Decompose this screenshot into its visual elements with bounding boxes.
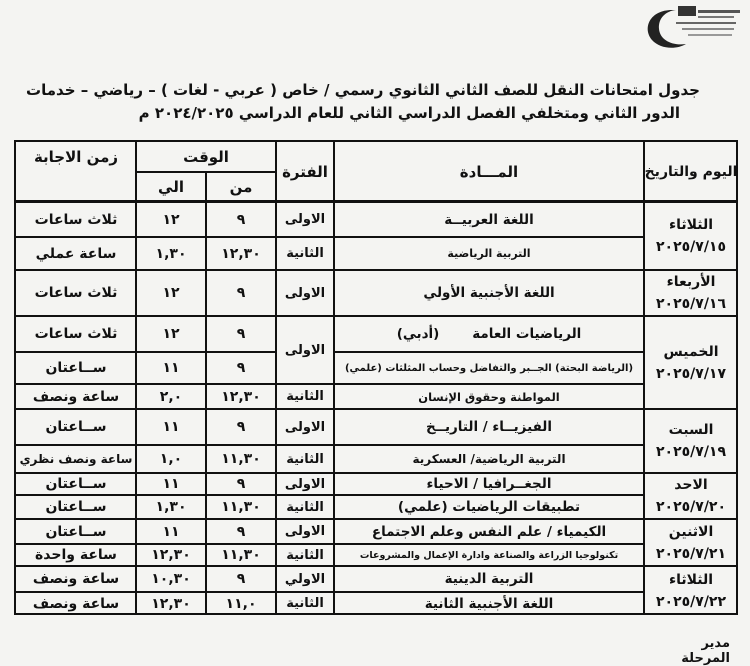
period-cell: الاولى [284,285,326,301]
day-date: ٢٠٢٥/٧/٢١ [655,545,727,562]
subject-cell: التربية الرياضية [447,247,531,260]
to-cell: ١٢ [162,285,180,301]
day-cell [644,202,738,270]
from-cell: ٩ [236,571,246,587]
period-cell: الاولى [284,524,326,539]
grid-line [334,351,644,353]
to-cell: ١٢ [162,326,180,342]
day-date: ٢٠٢٥/٧/٢٢ [655,593,727,610]
to-cell: ١٢,٣٠ [151,595,191,612]
period-cell: الاولي [284,571,326,587]
duration-cell: ساعة ونصف [32,388,120,405]
page-title: جدول امتحانات النقل للصف الثاني الثانوي رسمي / خاص ( عربي - لغات ) – رياضي – خدمات [26,81,700,99]
duration-cell: ساعة عملي [35,245,117,262]
from-cell: ٩ [236,326,246,342]
day-date: ٢٠٢٥/٧/٢٠ [655,499,727,515]
to-cell: ١,٣٠ [155,499,187,515]
day-cell [644,473,738,519]
exam-schedule-table [14,140,738,615]
day-name: الثلاثاء [668,571,714,588]
duration-cell: ســاعتان [45,476,107,492]
to-cell: ١١ [162,523,180,540]
period-cell: الثانية [286,499,324,515]
to-cell: ١١ [162,476,180,492]
grid-line [16,591,644,593]
subject-cell: اللغة الأجنبية الأولي [423,285,555,301]
to-cell: ١٢ [162,211,180,228]
from-cell: ١٢,٣٠ [221,245,261,262]
subject-cell: التربية الرياضية/ العسكرية [412,452,566,466]
period-cell: الثانية [286,389,324,404]
to-cell: ١١ [162,419,180,435]
subject-cell: الكيمياء / علم النفس وعلم الاجتماع [371,523,607,540]
duration-cell: ساعة ونصف نظري [19,452,133,466]
duration-cell: ساعة واحدة [35,547,117,563]
period-cell: الثانية [286,596,324,611]
duration-cell: ساعة ونصف [32,595,120,612]
header-to: الي [158,178,184,196]
from-cell: ٩ [236,419,246,435]
grid-line [16,444,644,446]
day-cell [644,519,738,566]
subject-cell: اللغة العربيــة [444,211,534,228]
header-duration: زمن الاجابة [33,148,119,166]
period-cell: الاولى [284,342,326,358]
grid-line [16,408,738,410]
day-date: ٢٠٢٥/٧/١٧ [655,365,727,382]
duration-cell: ثلاث ساعات [34,326,118,342]
grid-line [16,351,276,353]
duration-cell: ســاعتان [45,360,107,376]
from-cell: ١١,٣٠ [221,547,261,563]
subject-cell: (الرياضة البحتة) الجــبر والتفاضل وحساب المثلثات (علمي) [344,362,634,374]
footer-signature: مدير المرحلة [681,636,730,666]
to-cell: ١,٣٠ [155,245,187,262]
day-date: ٢٠٢٥/٧/١٥ [655,239,727,255]
from-cell: ١١,٣٠ [221,499,261,515]
period-cell: الاولى [284,476,326,492]
to-cell: ٢,٠ [159,388,183,405]
subject-cell: تطبيقات الرياضيات (علمي) [397,499,581,515]
to-cell: ١٢,٣٠ [151,547,191,563]
day-date: ٢٠٢٥/٧/١٩ [655,444,727,460]
period-cell: الثانية [286,246,324,261]
period-cell: الاولى [284,212,326,227]
to-cell: ١١ [162,360,180,376]
subject-cell: الفيزيــاء / التاريــخ [426,419,552,435]
duration-cell: ثلاث ساعات [34,211,118,228]
grid-line [16,200,738,203]
from-cell: ١٢,٣٠ [221,388,261,405]
day-cell [644,316,738,409]
period-cell: الثانية [286,547,324,563]
grid-line [136,171,276,173]
grid-line [16,383,644,385]
subject-cell: الرياضيات العامة (أدبي) [396,326,582,342]
duration-cell: ســاعتان [45,419,107,435]
from-cell: ٩ [236,476,246,492]
grid-line [16,236,644,238]
day-cell [644,566,738,615]
day-date: ٢٠٢٥/٧/١٦ [655,296,727,312]
grid-line [16,565,738,567]
day-name: السبت [668,422,714,438]
from-cell: ١١,٠ [225,595,257,612]
header-from: من [229,178,253,196]
period-cell: الاولى [284,419,326,435]
header-period: الفترة [282,163,328,181]
subject-cell: التربية الدينية [444,571,534,587]
subject-cell: المواطنة وحقوق الإنسان [418,389,560,404]
header-day-date: اليوم والتاريخ [644,164,738,180]
from-cell: ٩ [236,211,246,228]
duration-cell: ســاعتان [45,523,107,540]
day-cell [644,409,738,473]
day-name: الاثنين [668,523,714,540]
subject-cell: الجغــرافيا / الاحياء [426,476,552,492]
day-name: الخميس [663,343,719,360]
from-cell: ٩ [236,523,246,540]
subject-cell: اللغة الأجنبية الثانية [424,595,554,612]
grid-line [16,518,738,520]
duration-cell: ساعة ونصف [32,571,120,587]
from-cell: ١١,٣٠ [221,451,261,467]
grid-line [16,315,738,317]
duration-cell: ثلاث ساعات [34,285,118,301]
day-name: الثلاثاء [668,217,714,233]
day-name: الاحد [674,477,708,493]
header-time: الوقت [183,148,229,166]
period-cell: الثانية [286,451,324,467]
grid-line [16,269,738,271]
from-cell: ٩ [236,285,246,301]
grid-line [16,494,644,496]
grid-line [16,543,644,545]
to-cell: ١,٠ [159,451,183,467]
page-subtitle: الدور الثاني ومتخلفي الفصل الدراسي الثاني للعام الدراسي ٢٠٢٤/٢٠٢٥ م [138,104,680,122]
day-cell [644,270,738,316]
from-cell: ٩ [236,360,246,376]
day-name: الأربعاء [666,274,716,290]
subject-cell: تكنولوجيا الزراعة والصناعة وادارة الإعمال والمشروعات [359,549,619,561]
grid-line [16,472,738,474]
to-cell: ١٠,٣٠ [151,571,191,587]
grid-line [205,172,207,615]
duration-cell: ســاعتان [45,499,107,515]
header-subject: المـــادة [459,163,519,181]
ministry-logo [632,2,744,54]
